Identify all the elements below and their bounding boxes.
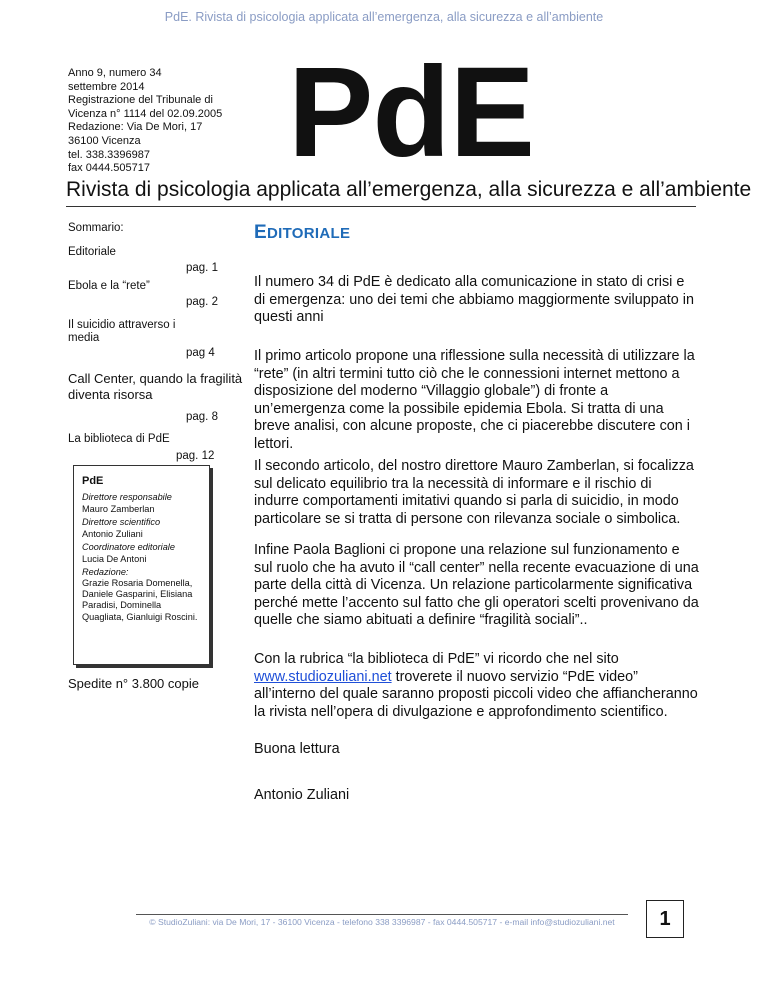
toc-item-page: pag. 2 <box>186 296 218 308</box>
toc-item-title[interactable]: La biblioteca di PdE <box>68 433 170 445</box>
closing-text <box>254 741 699 759</box>
staff-role: Coordinatore editoriale <box>82 541 175 552</box>
article-paragraph <box>254 458 699 528</box>
masthead-line: 36100 Vicenza <box>68 134 141 147</box>
page-number: 1 <box>646 900 684 938</box>
article-paragraph <box>254 274 699 327</box>
signature-name: Antonio Zuliani <box>254 787 350 803</box>
staff-role: Redazione: <box>82 566 129 577</box>
staff-names: Mauro Zamberlan <box>82 504 155 514</box>
toc-item-title[interactable]: Il suicidio attraverso i media <box>68 319 176 344</box>
masthead-line: Registrazione del Tribunale di <box>68 94 213 107</box>
toc-item-page: pag 4 <box>186 347 215 359</box>
toc-item-title[interactable]: Ebola e la “rete” <box>68 280 150 292</box>
article-title-rest: DITORIALE <box>266 225 351 242</box>
article-paragraph <box>254 651 699 721</box>
staff-names: Grazie Rosaria Domenella, Daniele Gasparini, Elisiana Paradisi, Dominella Quagliata, Gianluigi Roscini. <box>82 578 198 622</box>
staff-names: Antonio Zuliani <box>82 529 143 539</box>
staff-role: Direttore scientifico <box>82 516 161 527</box>
article-title-initial: E <box>254 222 267 243</box>
running-header: PdE. Rivista di psicologia applicata all’emergenza, alla sicurezza e all’ambiente <box>164 10 604 24</box>
signature <box>254 787 699 805</box>
staff-box <box>73 465 210 665</box>
closing-line: Buona lettura <box>254 741 340 757</box>
article-paragraph <box>254 542 699 630</box>
paragraph-text: Il primo articolo propone una riflessione sulla necessità di utilizzare la “rete” (in altri termini tutto ciò che le connessioni internet mettono a disposizione del moderno “Villaggio globale”) di fronte a un’emergenza come la possibile epidemia Ebola. Si tratta di una breve analisi, con alcune proposte, che ci piacerebbe discutere con i lettori. <box>254 348 695 452</box>
toc-item-page: pag. 8 <box>186 411 218 423</box>
masthead-line: fax 0444.505717 <box>68 162 150 175</box>
toc-item-title[interactable]: Call Center, quando la fragilità diventa risorsa <box>68 371 243 402</box>
paragraph-text: Il numero 34 di PdE è dedicato alla comunicazione in stato di crisi e di emergenza: uno dei temi che abbiamo maggiormente sviluppato in questi anni <box>254 274 694 326</box>
header-divider <box>66 206 696 207</box>
toc-item-page: pag. 1 <box>186 262 218 274</box>
masthead-line: Redazione: Via De Mori, 17 <box>68 121 203 134</box>
article-paragraph <box>254 348 699 454</box>
copies-shipped: Spedite n° 3.800 copie <box>68 676 199 691</box>
footer-contact: © StudioZuliani: via De Mori, 17 - 36100 Vicenza - telefono 338 3396987 - fax 0444.505717 - e-mail info@studiozuliani.net <box>149 917 615 927</box>
toc-item-title[interactable]: Editoriale <box>68 246 116 258</box>
footer-divider <box>136 914 628 915</box>
paragraph-text: troverete il nuovo servizio “PdE video” all’interno del quale saranno proposti piccoli video che affiancheranno la rivista nell’opera di divulgazione e approfondimento scientifico. <box>254 668 698 720</box>
sommario-heading: Sommario: <box>68 222 124 234</box>
journal-subtitle: Rivista di psicologia applicata all’emergenza, alla sicurezza e all’ambiente <box>66 178 752 201</box>
masthead-info <box>68 67 268 176</box>
staff-title: PdE <box>82 475 104 487</box>
masthead-line: tel. 338.3396987 <box>68 148 150 161</box>
paragraph-text: Il secondo articolo, del nostro direttore Mauro Zamberlan, si focalizza sul delicato equilibrio tra la necessità di informare e il rischio di indurre comportamenti imitativi quando si parla di suicidio, in modo particolare se si tratta di persone con rilevanza sociale o simbolica. <box>254 458 694 527</box>
masthead-line: Vicenza n° 1114 del 02.09.2005 <box>68 107 223 120</box>
masthead-line: settembre 2014 <box>68 80 145 93</box>
article-title <box>254 222 350 244</box>
paragraph-text: Infine Paola Baglioni ci propone una relazione sul funzionamento e sul ruolo che ha avuto il “call center” nella recente evacuazione di una parte della città di Vicenza. Un relazione particolarmente significativa perché mette l’accento sul fatto che gli operatori scelti provenivano da quelle che siamo abituati a definire “fragilità sociali”.. <box>254 542 699 629</box>
paragraph-text: Con la rubrica “la biblioteca di PdE” vi ricordo che nel sito <box>254 651 619 667</box>
website-link[interactable]: www.studiozuliani.net <box>254 668 392 685</box>
staff-role: Direttore responsabile <box>82 491 172 502</box>
masthead-line: Anno 9, numero 34 <box>68 67 162 79</box>
logo: PdE <box>288 41 534 184</box>
toc-item-page: pag. 12 <box>176 450 215 462</box>
staff-names: Lucia De Antoni <box>82 554 147 564</box>
